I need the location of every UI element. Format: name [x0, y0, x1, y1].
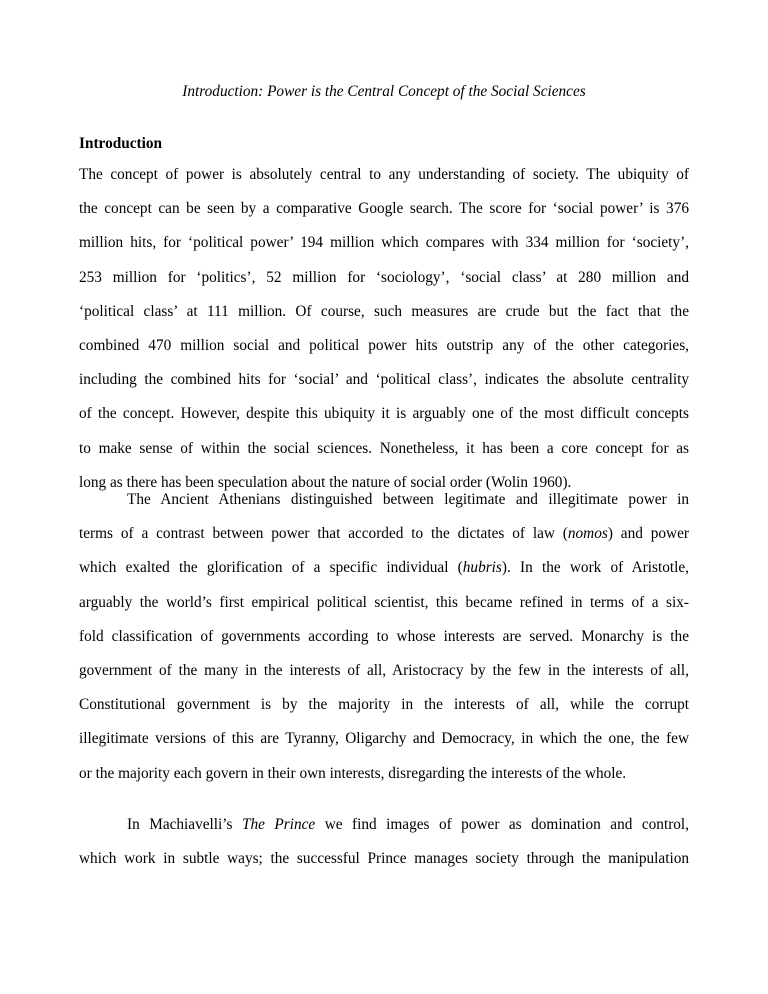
paragraph-line — [79, 722, 689, 756]
italic-title: The Prince — [241, 816, 316, 833]
text-run: fold classification of governments according to whose interests are served. Monarchy is the — [79, 627, 689, 645]
document-title: Introduction: Power is the Central Concept of the Social Sciences — [182, 83, 586, 100]
paragraph-line — [79, 551, 689, 585]
paragraph-line: ‘political class’ at 111 million. Of course, such measures are crude but the fact that the — [79, 302, 689, 320]
paragraph-line: the concept can be seen by a comparative Google search. The score for ‘social power’ is 376 — [79, 200, 689, 218]
italic-term: hubris — [462, 559, 502, 577]
paragraph-line — [79, 808, 689, 842]
italic-term: nomos — [567, 525, 608, 543]
paragraph-line — [79, 586, 689, 620]
text-run: we find images of power as domination and control, — [315, 816, 690, 833]
paragraph-3 — [79, 808, 689, 876]
paragraph-line — [79, 757, 689, 791]
paragraph-line: combined 470 million social and political power hits outstrip any of the other categories, — [79, 336, 689, 354]
paragraph-line — [79, 620, 689, 654]
paragraph-line — [79, 483, 689, 517]
paragraph-line — [79, 842, 689, 876]
section-heading: Introduction — [79, 135, 163, 152]
text-run: ) and power — [607, 525, 689, 543]
text-run: which work in subtle ways; the successful Prince manages society through the manipulation — [79, 850, 689, 868]
paragraph-line — [79, 517, 689, 551]
paragraph-line: 253 million for ‘politics’, 52 million for ‘sociology’, ‘social class’ at 280 million and — [79, 268, 689, 286]
text-run: In Machiavelli’s — [127, 816, 242, 833]
text-run: illegitimate versions of this are Tyranny, Oligarchy and Democracy, in which the one, the few — [79, 730, 689, 748]
paragraph-line: million hits, for ‘political power’ 194 million which compares with 334 million for ‘society’, — [79, 234, 689, 252]
paragraph-line: The concept of power is absolutely central to any understanding of society. The ubiquity of — [79, 166, 689, 183]
paragraph-line: including the combined hits for ‘social’ and ‘political class’, indicates the absolute centrality — [79, 371, 689, 389]
paragraph-line — [79, 688, 689, 722]
paragraph-line: of the concept. However, despite this ubiquity it is arguably one of the most difficult concepts — [79, 405, 689, 423]
paragraph-line — [79, 654, 689, 688]
text-run: ). In the work of Aristotle, — [501, 559, 689, 577]
paragraph-line: long as there has been speculation about the nature of social order (Wolin 1960). — [79, 473, 572, 491]
paragraph-line: to make sense of within the social sciences. Nonetheless, it has been a core concept for as — [79, 439, 689, 457]
text-run: The Ancient Athenians distinguished between legitimate and illegitimate power in — [127, 491, 689, 508]
text-run: Constitutional government is by the majority in the interests of all, while the corrupt — [79, 696, 689, 714]
text-run: or the majority each govern in their own interests, disregarding the interests of the whole. — [79, 764, 627, 782]
paragraph-1 — [79, 158, 689, 500]
text-run: which exalted the glorification of a specific individual ( — [79, 559, 463, 577]
text-run: terms of a contrast between power that accorded to the dictates of law ( — [79, 525, 568, 543]
text-run: government of the many in the interests of all, Aristocracy by the few in the interests of all, — [79, 661, 689, 679]
text-run: arguably the world’s first empirical political scientist, this became refined in terms of a six- — [79, 593, 689, 611]
paragraph-2 — [79, 483, 689, 791]
